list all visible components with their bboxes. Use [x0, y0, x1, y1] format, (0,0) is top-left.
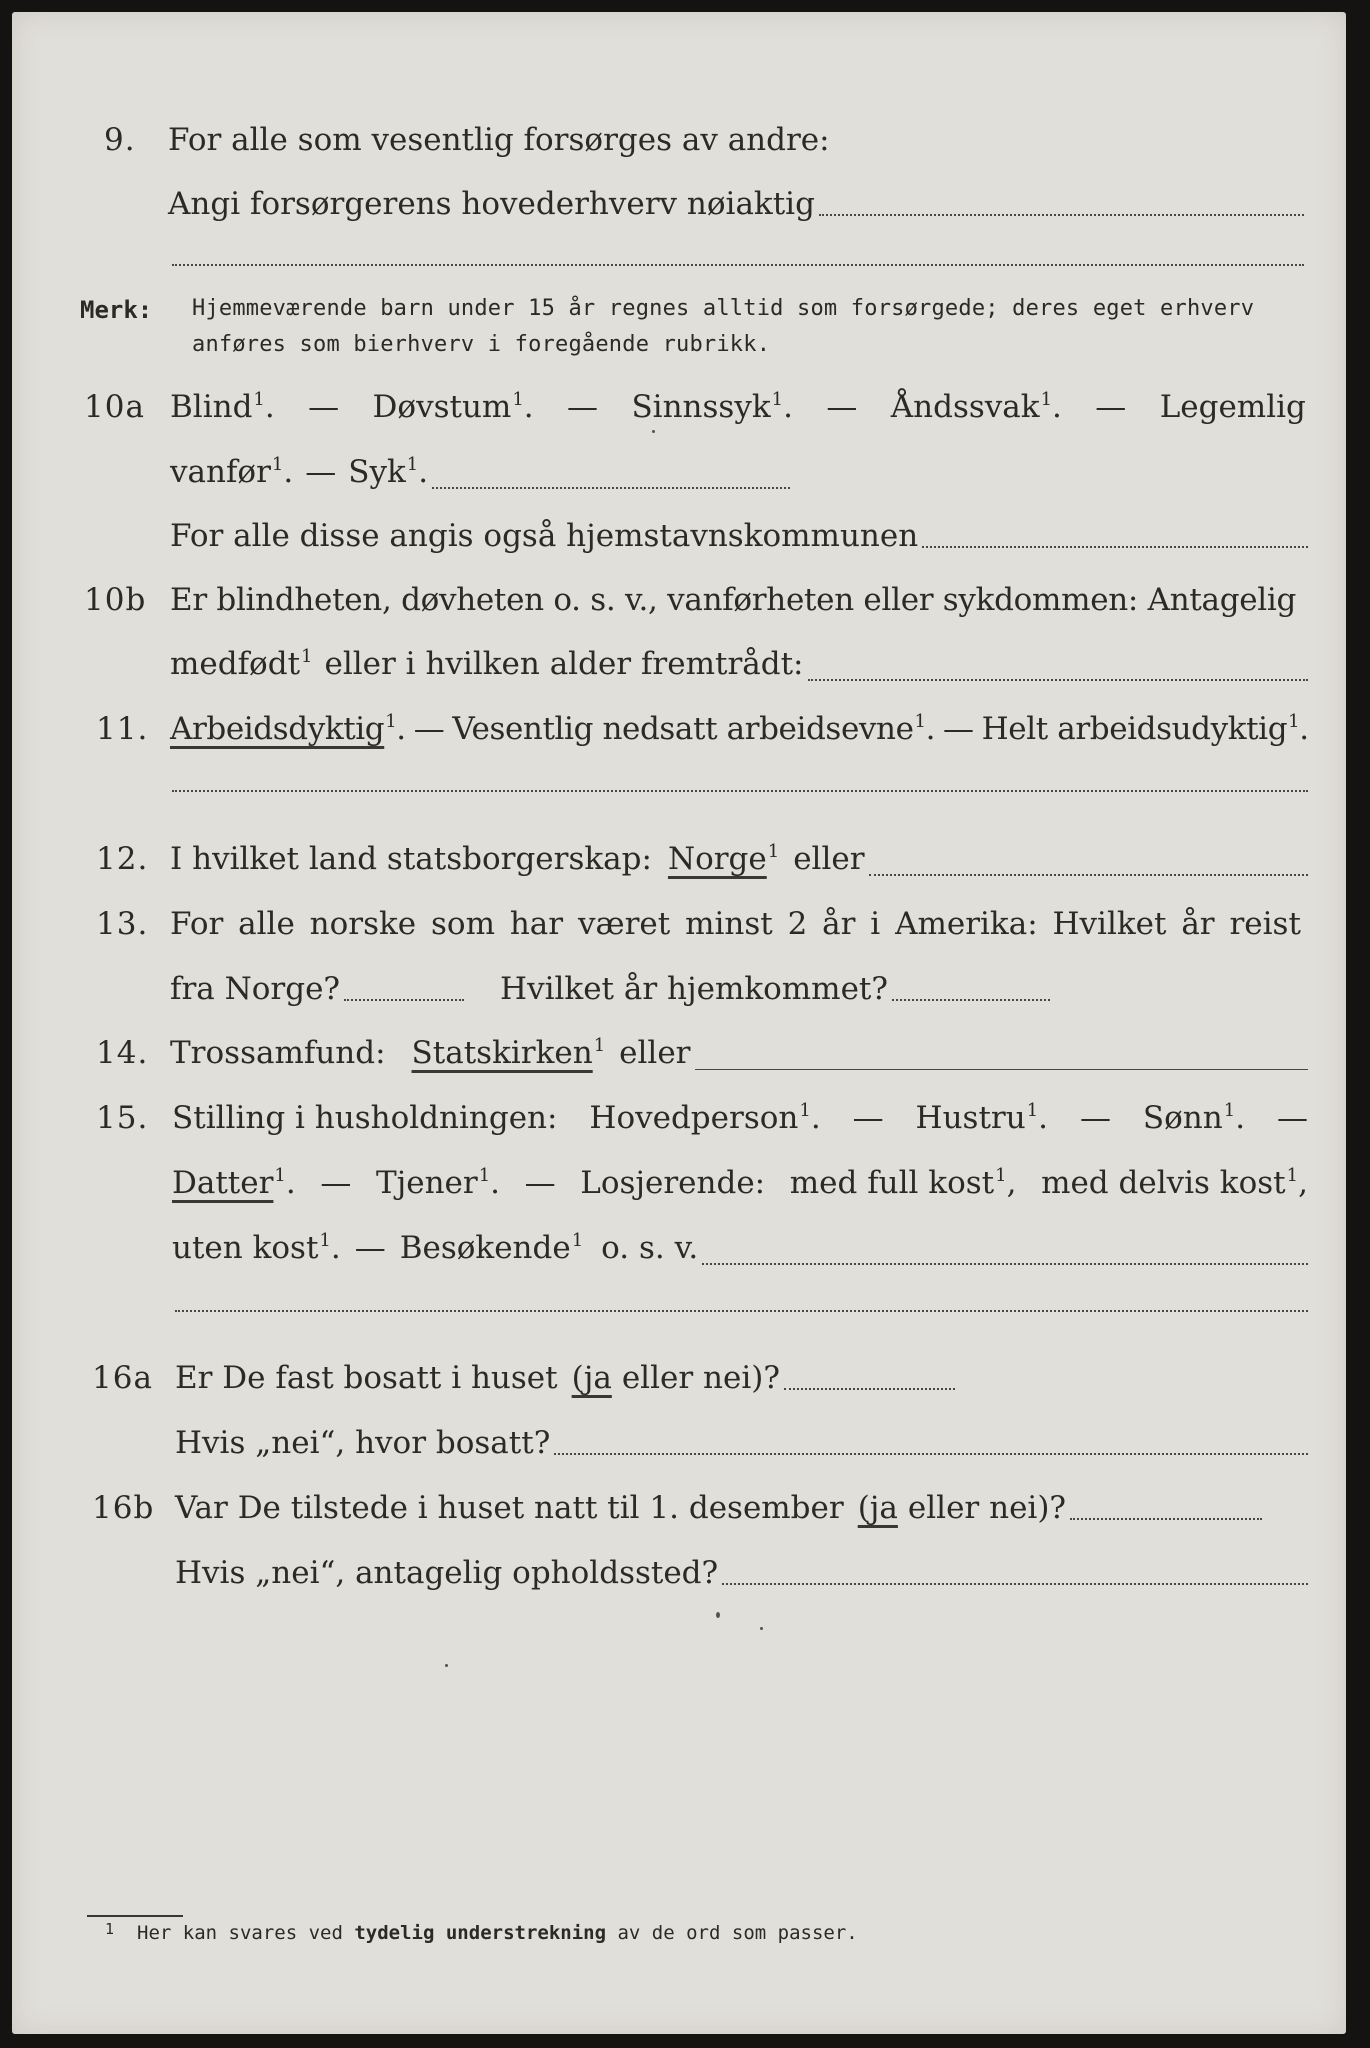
q10b-number: 10b	[84, 582, 147, 618]
merk-line2: anføres som bierhverv i foregående rubrikk.	[192, 332, 771, 357]
opt-medfodt[interactable]: medfødt	[170, 646, 301, 682]
merk-label: Merk:	[80, 296, 153, 324]
q10a-line3: For alle disse angis også hjemstavnskommunen	[170, 518, 919, 554]
q11-row: 11. Arbeidsdyktig 1 . — Vesentlig nedsatt arbeidsevne 1 . — Helt arbeidsudyktig 1 .	[12, 707, 1346, 751]
q14-suffix: eller	[619, 1035, 691, 1071]
q13-hjem: Hvilket år hjemkommet?	[500, 971, 889, 1007]
opt-norge[interactable]: Norge	[667, 841, 767, 877]
q9-line2: Angi forsørgerens hovederhverv nøiaktig	[168, 186, 815, 222]
q15-answer-field[interactable]	[702, 1263, 1308, 1265]
q16a-number: 16a	[92, 1360, 153, 1396]
opt-hovedperson[interactable]: Hovedperson	[589, 1100, 799, 1136]
opt-vanfor[interactable]: vanfør	[170, 454, 271, 490]
q15-label: Stilling i husholdningen:	[172, 1100, 558, 1136]
paper-speck	[445, 1664, 448, 1667]
opt-blind[interactable]: Blind	[170, 389, 253, 425]
q13-fra: fra Norge?	[170, 971, 341, 1007]
q10b-row	[12, 578, 1346, 622]
q15-extra-line[interactable]	[175, 1310, 1308, 1312]
hjemstavn-field[interactable]	[922, 546, 1308, 548]
q16a-row2	[12, 1421, 1346, 1465]
opt-andssvak[interactable]: Åndssvak	[890, 389, 1040, 425]
q16b-suffix: eller nei)?	[907, 1490, 1067, 1526]
q9-line1: For alle som vesentlig forsørges av andre:	[168, 122, 830, 158]
opt-sonn[interactable]: Sønn	[1142, 1100, 1223, 1136]
q13-row	[12, 902, 1346, 946]
q10a-row3	[12, 514, 1346, 558]
q11-number: 11.	[96, 711, 149, 747]
opt-statskirken[interactable]: Statskirken	[411, 1035, 593, 1071]
opt-legemlig[interactable]: Legemlig	[1159, 389, 1306, 425]
opt-dovstum[interactable]: Døvstum	[372, 389, 512, 425]
q15-row2: Datter$^1$. — Tjener$^1$. — Losjerende: med full kost$^1$, med delvis kost$^1$,	[12, 1161, 1346, 1205]
q10a-row: 10a Blind$^1$. — Døvstum$^1$. — Sinnssyk$^1$. — Åndssvak$^1$. — Legemlig	[12, 385, 1346, 429]
q9-row	[12, 118, 1346, 162]
q16b-row	[12, 1486, 1346, 1530]
q10b-line1: Er blindheten, døvheten o. s. v., vanførheten eller sykdommen: Antagelig	[170, 582, 1297, 618]
q16b-ja[interactable]: (ja	[857, 1490, 898, 1526]
q16a-row	[12, 1356, 1346, 1400]
q12-answer-field[interactable]	[869, 874, 1308, 876]
q10b-answer-field[interactable]	[808, 679, 1308, 681]
q16b-line2: Hvis „nei“, antagelig opholdssted?	[175, 1555, 719, 1591]
q15-osv: o. s. v.	[601, 1230, 699, 1266]
q13-number: 13.	[96, 906, 149, 942]
q16a-ja[interactable]: (ja	[571, 1360, 612, 1396]
footnote-rule	[87, 1915, 183, 1917]
q13-line1: For alle norske som har været minst 2 år i Amerika: Hvilket år reist	[170, 906, 1301, 942]
footnote-mark: 1	[105, 1920, 115, 1938]
q12-row: 12. I hvilket land statsborgerskap: Norge 1 eller	[12, 837, 1346, 881]
opt-hustru[interactable]: Hustru	[915, 1100, 1026, 1136]
footnote-bold: tydelig understrekning	[354, 1922, 607, 1944]
q16b-row2	[12, 1551, 1346, 1595]
opt-uten-kost[interactable]: uten kost	[172, 1230, 319, 1266]
q16a-answer-field[interactable]	[784, 1388, 955, 1390]
merk-line1: Hjemmeværende barn under 15 år regnes alltid som forsørgede; deres eget erhverv	[192, 296, 1255, 321]
q10b-row2: medfødt 1 eller i hvilken alder fremtrådt:	[12, 642, 1346, 686]
q9-answer-field[interactable]	[819, 214, 1304, 216]
q16b-answer-field[interactable]	[1070, 1518, 1262, 1520]
q16a-line2: Hvis „nei“, hvor bosatt?	[175, 1425, 551, 1461]
q9-number: 9.	[104, 122, 136, 158]
q10a-answer-field[interactable]	[432, 487, 790, 489]
footnote	[105, 1918, 858, 1948]
opt-tjener[interactable]: Tjener	[375, 1165, 478, 1201]
q13-hjem-field[interactable]	[892, 999, 1050, 1001]
census-form-page	[12, 12, 1346, 2034]
q12-suffix: eller	[793, 841, 865, 877]
opt-full-kost[interactable]: med full kost	[789, 1165, 995, 1201]
q12-prefix: I hvilket land statsborgerskap:	[170, 841, 652, 877]
q16a-suffix: eller nei)?	[621, 1360, 780, 1396]
q10a-number: 10a	[84, 389, 145, 425]
opt-datter[interactable]: Datter	[172, 1165, 274, 1201]
q13-reist-field[interactable]	[344, 999, 464, 1001]
opt-udyktig[interactable]: Helt arbeidsudyktig	[981, 711, 1288, 747]
opt-sinnssyk[interactable]: Sinnssyk	[631, 389, 771, 425]
q16b-opholdssted-field[interactable]	[722, 1583, 1308, 1585]
q11-extra-line[interactable]	[172, 790, 1308, 792]
q10b-line2: eller i hvilken alder fremtrådt:	[324, 646, 804, 682]
q14-row: 14. Trossamfund: Statskirken 1 eller	[12, 1031, 1346, 1075]
q10a-row2: vanfør 1 . — Syk 1 .	[12, 450, 1346, 494]
q9-extra-line[interactable]	[172, 264, 1304, 266]
q16a-prefix: Er De fast bosatt i huset	[175, 1360, 558, 1396]
q15-row: 15. Stilling i husholdningen: Hovedperson$^1$. — Hustru$^1$. — Sønn$^1$. —	[12, 1096, 1346, 1140]
opt-losjerende: Losjerende:	[580, 1165, 766, 1201]
q15-number: 15.	[96, 1100, 149, 1136]
footnote-pre: Her kan svares ved	[137, 1922, 343, 1944]
q12-number: 12.	[96, 841, 149, 877]
q13-row2	[12, 967, 1346, 1011]
q9-answer-row	[12, 182, 1346, 226]
q14-number: 14.	[96, 1035, 149, 1071]
opt-besokende[interactable]: Besøkende	[399, 1230, 571, 1266]
opt-syk[interactable]: Syk	[348, 454, 406, 490]
opt-delvis-kost[interactable]: med delvis kost	[1041, 1165, 1286, 1201]
q15-row3: uten kost 1 . — Besøkende 1 o. s. v.	[12, 1226, 1346, 1270]
q14-answer-field[interactable]	[695, 1069, 1309, 1070]
paper-speck	[652, 430, 655, 433]
footnote-post: av de ord som passer.	[617, 1922, 858, 1944]
q14-prefix: Trossamfund:	[170, 1035, 386, 1071]
q16b-number: 16b	[92, 1490, 155, 1526]
q16a-bosatt-field[interactable]	[554, 1453, 1308, 1455]
paper-speck	[716, 1612, 720, 1618]
q16b-prefix: Var De tilstede i huset natt til 1. desember	[175, 1490, 844, 1526]
paper-speck	[760, 1627, 763, 1630]
opt-nedsatt[interactable]: Vesentlig nedsatt arbeidsevne	[452, 711, 914, 747]
opt-arbeidsdyktig[interactable]: Arbeidsdyktig	[170, 711, 385, 747]
